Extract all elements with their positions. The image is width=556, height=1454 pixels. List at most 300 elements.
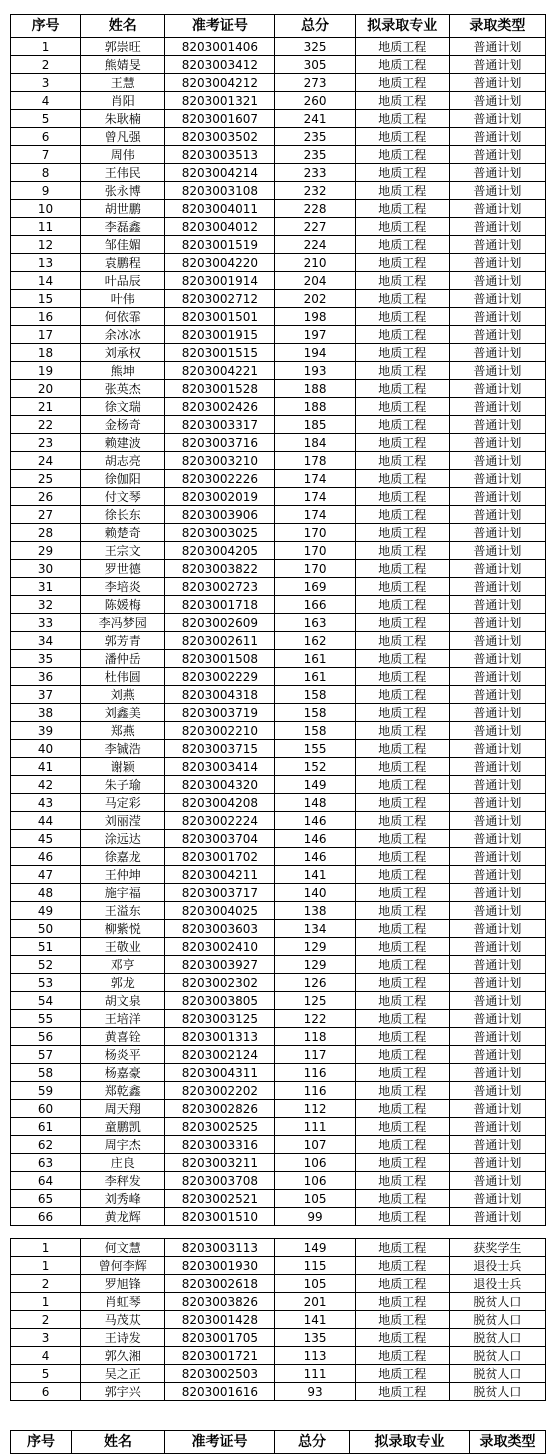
cell-exam-id: 8203002229 — [165, 668, 275, 686]
cell-type: 普通计划 — [449, 758, 545, 776]
table-row — [11, 578, 546, 596]
cell-name: 马定彩 — [81, 794, 165, 812]
cell-major: 地质工程 — [355, 200, 449, 218]
cell-index: 41 — [11, 758, 81, 776]
cell-index: 13 — [11, 254, 81, 272]
cell-major: 地质工程 — [355, 920, 449, 938]
cell-score: 235 — [275, 146, 355, 164]
cell-major: 地质工程 — [355, 1100, 449, 1118]
cell-name: 叶伟 — [81, 290, 165, 308]
table-row — [11, 1010, 546, 1028]
cell-score: 149 — [275, 776, 355, 794]
table-row — [11, 380, 546, 398]
header-cell-name: 姓名 — [72, 1431, 165, 1454]
cell-major: 地质工程 — [355, 128, 449, 146]
cell-exam-id: 8203001313 — [165, 1028, 275, 1046]
cell-index: 44 — [11, 812, 81, 830]
cell-type: 普通计划 — [449, 38, 545, 56]
table-row — [11, 74, 546, 92]
cell-major: 地质工程 — [355, 1082, 449, 1100]
cell-index: 28 — [11, 524, 81, 542]
cell-score: 113 — [275, 1347, 355, 1365]
cell-exam-id: 8203001930 — [165, 1257, 275, 1275]
cell-major: 地质工程 — [355, 1028, 449, 1046]
table-row — [11, 668, 546, 686]
cell-type: 普通计划 — [449, 236, 545, 254]
cell-type: 普通计划 — [449, 974, 545, 992]
table-row — [11, 1293, 546, 1311]
table-row — [11, 974, 546, 992]
cell-major: 地质工程 — [355, 758, 449, 776]
cell-name: 童鹏凯 — [81, 1118, 165, 1136]
cell-type: 普通计划 — [449, 632, 545, 650]
cell-type: 普通计划 — [449, 146, 545, 164]
cell-name: 周宇杰 — [81, 1136, 165, 1154]
cell-type: 普通计划 — [449, 992, 545, 1010]
cell-exam-id: 8203003826 — [165, 1293, 275, 1311]
cell-exam-id: 8203003025 — [165, 524, 275, 542]
cell-index: 56 — [11, 1028, 81, 1046]
cell-major: 地质工程 — [355, 974, 449, 992]
cell-index: 38 — [11, 704, 81, 722]
cell-index: 19 — [11, 362, 81, 380]
cell-type: 普通计划 — [449, 416, 545, 434]
table-row — [11, 38, 546, 56]
cell-exam-id: 8203003513 — [165, 146, 275, 164]
cell-type: 普通计划 — [449, 272, 545, 290]
table-row — [11, 416, 546, 434]
cell-score: 146 — [275, 848, 355, 866]
cell-major: 地质工程 — [355, 686, 449, 704]
cell-exam-id: 8203002611 — [165, 632, 275, 650]
cell-name: 胡文泉 — [81, 992, 165, 1010]
cell-name: 王宗文 — [81, 542, 165, 560]
cell-index: 40 — [11, 740, 81, 758]
table-row — [11, 398, 546, 416]
cell-name: 曾凡强 — [81, 128, 165, 146]
cell-type: 普通计划 — [449, 1010, 545, 1028]
cell-exam-id: 8203004214 — [165, 164, 275, 182]
cell-index: 36 — [11, 668, 81, 686]
cell-major: 地质工程 — [355, 992, 449, 1010]
cell-exam-id: 8203002302 — [165, 974, 275, 992]
cell-type: 普通计划 — [449, 506, 545, 524]
cell-name: 邹佳媚 — [81, 236, 165, 254]
table-row — [11, 542, 546, 560]
cell-type: 普通计划 — [449, 578, 545, 596]
cell-index: 55 — [11, 1010, 81, 1028]
cell-name: 刘秀峰 — [81, 1190, 165, 1208]
cell-exam-id: 8203002609 — [165, 614, 275, 632]
cell-name: 熊坤 — [81, 362, 165, 380]
cell-index: 34 — [11, 632, 81, 650]
cell-index: 21 — [11, 398, 81, 416]
cell-type: 普通计划 — [449, 164, 545, 182]
cell-exam-id: 8203001428 — [165, 1311, 275, 1329]
header-cell-exam-id: 准考证号 — [165, 1431, 275, 1454]
cell-type: 普通计划 — [449, 848, 545, 866]
cell-type: 普通计划 — [449, 740, 545, 758]
table-row — [11, 920, 546, 938]
cell-exam-id: 8203004311 — [165, 1064, 275, 1082]
cell-score: 194 — [275, 344, 355, 362]
cell-name: 杨炎平 — [81, 1046, 165, 1064]
cell-exam-id: 8203001914 — [165, 272, 275, 290]
cell-index: 1 — [11, 1293, 81, 1311]
cell-score: 129 — [275, 938, 355, 956]
cell-score: 174 — [275, 488, 355, 506]
cell-name: 付文琴 — [81, 488, 165, 506]
cell-exam-id: 8203004205 — [165, 542, 275, 560]
cell-type: 普通计划 — [449, 560, 545, 578]
cell-major: 地质工程 — [355, 866, 449, 884]
cell-index: 61 — [11, 1118, 81, 1136]
cell-name: 肖阳 — [81, 92, 165, 110]
cell-type: 普通计划 — [449, 488, 545, 506]
cell-score: 170 — [275, 560, 355, 578]
cell-exam-id: 8203001607 — [165, 110, 275, 128]
cell-name: 徐伽阳 — [81, 470, 165, 488]
table-row — [11, 1118, 546, 1136]
cell-exam-id: 8203001718 — [165, 596, 275, 614]
cell-name: 徐长东 — [81, 506, 165, 524]
cell-name: 朱耿楠 — [81, 110, 165, 128]
cell-major: 地质工程 — [355, 1136, 449, 1154]
header-cell-major: 拟录取专业 — [350, 1431, 470, 1454]
cell-name: 王溢东 — [81, 902, 165, 920]
header-cell-score: 总分 — [275, 15, 355, 38]
table-row — [11, 92, 546, 110]
cell-type: 普通计划 — [449, 128, 545, 146]
cell-score: 325 — [275, 38, 355, 56]
cell-index: 25 — [11, 470, 81, 488]
cell-type: 普通计划 — [449, 884, 545, 902]
table-row — [11, 1028, 546, 1046]
cell-major: 地质工程 — [355, 938, 449, 956]
table-row — [11, 524, 546, 542]
cell-name: 谢颖 — [81, 758, 165, 776]
cell-score: 169 — [275, 578, 355, 596]
cell-name: 罗旭锋 — [81, 1275, 165, 1293]
table-row — [11, 740, 546, 758]
cell-major: 地质工程 — [355, 650, 449, 668]
cell-type: 普通计划 — [449, 56, 545, 74]
cell-name: 何依霏 — [81, 308, 165, 326]
cell-major: 地质工程 — [355, 1347, 449, 1365]
cell-exam-id: 8203003927 — [165, 956, 275, 974]
cell-exam-id: 8203001510 — [165, 1208, 275, 1226]
cell-score: 122 — [275, 1010, 355, 1028]
cell-major: 地质工程 — [355, 722, 449, 740]
cell-type: 普通计划 — [449, 1046, 545, 1064]
cell-name: 王伟民 — [81, 164, 165, 182]
cell-name: 黄喜铨 — [81, 1028, 165, 1046]
cell-name: 刘燕 — [81, 686, 165, 704]
cell-major: 地质工程 — [355, 1239, 449, 1257]
cell-index: 58 — [11, 1064, 81, 1082]
cell-type: 获奖学生 — [449, 1239, 545, 1257]
cell-major: 地质工程 — [355, 146, 449, 164]
cell-type: 普通计划 — [449, 722, 545, 740]
cell-exam-id: 8203003822 — [165, 560, 275, 578]
cell-name: 李铖浩 — [81, 740, 165, 758]
cell-major: 地质工程 — [355, 1208, 449, 1226]
table-row — [11, 1172, 546, 1190]
cell-major: 地质工程 — [355, 164, 449, 182]
cell-index: 65 — [11, 1190, 81, 1208]
cell-exam-id: 8203004012 — [165, 218, 275, 236]
table-row — [11, 992, 546, 1010]
cell-score: 174 — [275, 506, 355, 524]
cell-type: 普通计划 — [449, 614, 545, 632]
table-body — [11, 1239, 546, 1401]
cell-major: 地质工程 — [355, 416, 449, 434]
cell-type: 普通计划 — [449, 920, 545, 938]
cell-exam-id: 8203002202 — [165, 1082, 275, 1100]
cell-exam-id: 8203001321 — [165, 92, 275, 110]
cell-major: 地质工程 — [355, 614, 449, 632]
cell-name: 赖楚奇 — [81, 524, 165, 542]
cell-score: 155 — [275, 740, 355, 758]
table-row — [11, 110, 546, 128]
cell-name: 马茂苁 — [81, 1311, 165, 1329]
cell-major: 地质工程 — [355, 1190, 449, 1208]
table-row — [11, 614, 546, 632]
cell-name: 郭龙 — [81, 974, 165, 992]
cell-major: 地质工程 — [355, 1064, 449, 1082]
table-row — [11, 866, 546, 884]
cell-name: 潘仲岳 — [81, 650, 165, 668]
cell-index: 1 — [11, 1257, 81, 1275]
table-row — [11, 1190, 546, 1208]
cell-index: 59 — [11, 1082, 81, 1100]
cell-type: 脱贫人口 — [449, 1383, 545, 1401]
cell-exam-id: 8203001528 — [165, 380, 275, 398]
cell-score: 260 — [275, 92, 355, 110]
cell-exam-id: 8203003113 — [165, 1239, 275, 1257]
cell-name: 叶品辰 — [81, 272, 165, 290]
cell-type: 脱贫人口 — [449, 1293, 545, 1311]
cell-index: 26 — [11, 488, 81, 506]
cell-score: 140 — [275, 884, 355, 902]
cell-name: 朱子瑜 — [81, 776, 165, 794]
cell-score: 166 — [275, 596, 355, 614]
cell-exam-id: 8203001702 — [165, 848, 275, 866]
cell-major: 地质工程 — [355, 704, 449, 722]
cell-major: 地质工程 — [355, 1010, 449, 1028]
cell-type: 普通计划 — [449, 362, 545, 380]
cell-index: 42 — [11, 776, 81, 794]
table-body — [11, 38, 546, 1226]
cell-score: 197 — [275, 326, 355, 344]
cell-exam-id: 8203003412 — [165, 56, 275, 74]
cell-score: 146 — [275, 830, 355, 848]
cell-type: 普通计划 — [449, 1136, 545, 1154]
cell-index: 48 — [11, 884, 81, 902]
cell-exam-id: 8203003108 — [165, 182, 275, 200]
cell-major: 地质工程 — [355, 1383, 449, 1401]
cell-index: 39 — [11, 722, 81, 740]
cell-major: 地质工程 — [355, 956, 449, 974]
cell-score: 99 — [275, 1208, 355, 1226]
cell-exam-id: 8203003716 — [165, 434, 275, 452]
table-row — [11, 344, 546, 362]
cell-name: 徐文瑞 — [81, 398, 165, 416]
cell-exam-id: 8203004318 — [165, 686, 275, 704]
cell-major: 地质工程 — [355, 326, 449, 344]
header-cell-type: 录取类型 — [449, 15, 545, 38]
cell-exam-id: 8203002426 — [165, 398, 275, 416]
cell-score: 198 — [275, 308, 355, 326]
table-row — [11, 164, 546, 182]
cell-exam-id: 8203003502 — [165, 128, 275, 146]
table-row — [11, 1311, 546, 1329]
cell-type: 普通计划 — [449, 398, 545, 416]
cell-exam-id: 8203002019 — [165, 488, 275, 506]
cell-type: 普通计划 — [449, 110, 545, 128]
cell-exam-id: 8203003603 — [165, 920, 275, 938]
cell-index: 63 — [11, 1154, 81, 1172]
cell-type: 普通计划 — [449, 902, 545, 920]
cell-major: 地质工程 — [355, 92, 449, 110]
cell-index: 6 — [11, 128, 81, 146]
cell-major: 地质工程 — [355, 578, 449, 596]
cell-exam-id: 8203002224 — [165, 812, 275, 830]
cell-index: 6 — [11, 1383, 81, 1401]
table-row — [11, 1082, 546, 1100]
cell-name: 袁鹏程 — [81, 254, 165, 272]
cell-major: 地质工程 — [355, 542, 449, 560]
cell-index: 5 — [11, 110, 81, 128]
cell-exam-id: 8203002210 — [165, 722, 275, 740]
cell-index: 4 — [11, 92, 81, 110]
table-row — [11, 560, 546, 578]
cell-major: 地质工程 — [355, 434, 449, 452]
cell-type: 普通计划 — [449, 830, 545, 848]
cell-index: 17 — [11, 326, 81, 344]
cell-index: 7 — [11, 146, 81, 164]
cell-index: 8 — [11, 164, 81, 182]
cell-exam-id: 8203002503 — [165, 1365, 275, 1383]
cell-major: 地质工程 — [355, 362, 449, 380]
cell-name: 邓亨 — [81, 956, 165, 974]
cell-major: 地质工程 — [355, 560, 449, 578]
table-row — [11, 686, 546, 704]
cell-major: 地质工程 — [355, 1257, 449, 1275]
cell-index: 66 — [11, 1208, 81, 1226]
cell-name: 张英杰 — [81, 380, 165, 398]
cell-index: 10 — [11, 200, 81, 218]
table-row — [11, 146, 546, 164]
cell-name: 李磊鑫 — [81, 218, 165, 236]
table-row — [11, 506, 546, 524]
cell-major: 地质工程 — [355, 488, 449, 506]
cell-type: 普通计划 — [449, 344, 545, 362]
cell-name: 胡志亮 — [81, 452, 165, 470]
cell-name: 郭宇兴 — [81, 1383, 165, 1401]
cell-major: 地质工程 — [355, 524, 449, 542]
cell-name: 杨嘉豪 — [81, 1064, 165, 1082]
cell-major: 地质工程 — [355, 380, 449, 398]
cell-type: 普通计划 — [449, 956, 545, 974]
cell-index: 32 — [11, 596, 81, 614]
cell-name: 余冰冰 — [81, 326, 165, 344]
table-row — [11, 488, 546, 506]
table-row — [11, 236, 546, 254]
table-row — [11, 1257, 546, 1275]
table-row — [11, 902, 546, 920]
cell-name: 李培炎 — [81, 578, 165, 596]
table-row — [11, 938, 546, 956]
cell-type: 脱贫人口 — [449, 1365, 545, 1383]
cell-score: 106 — [275, 1154, 355, 1172]
cell-index: 3 — [11, 1329, 81, 1347]
cell-index: 45 — [11, 830, 81, 848]
cell-score: 163 — [275, 614, 355, 632]
cell-index: 22 — [11, 416, 81, 434]
cell-score: 118 — [275, 1028, 355, 1046]
cell-index: 52 — [11, 956, 81, 974]
cell-index: 1 — [11, 1239, 81, 1257]
next-table-header — [10, 1430, 546, 1454]
cell-exam-id: 8203004220 — [165, 254, 275, 272]
table-row — [11, 272, 546, 290]
cell-major: 地质工程 — [355, 56, 449, 74]
cell-exam-id: 8203001616 — [165, 1383, 275, 1401]
cell-score: 224 — [275, 236, 355, 254]
header-row — [11, 15, 546, 38]
cell-score: 106 — [275, 1172, 355, 1190]
cell-score: 201 — [275, 1293, 355, 1311]
cell-index: 4 — [11, 1347, 81, 1365]
cell-type: 普通计划 — [449, 668, 545, 686]
cell-name: 王培洋 — [81, 1010, 165, 1028]
cell-name: 柳紫悦 — [81, 920, 165, 938]
cell-score: 111 — [275, 1365, 355, 1383]
header-cell-index: 序号 — [11, 1431, 72, 1454]
cell-score: 135 — [275, 1329, 355, 1347]
cell-score: 158 — [275, 686, 355, 704]
cell-major: 地质工程 — [355, 596, 449, 614]
cell-major: 地质工程 — [355, 110, 449, 128]
cell-type: 普通计划 — [449, 308, 545, 326]
cell-score: 152 — [275, 758, 355, 776]
cell-exam-id: 8203004208 — [165, 794, 275, 812]
cell-score: 227 — [275, 218, 355, 236]
cell-major: 地质工程 — [355, 1329, 449, 1347]
cell-major: 地质工程 — [355, 794, 449, 812]
cell-major: 地质工程 — [355, 632, 449, 650]
table-row — [11, 1383, 546, 1401]
cell-name: 施宇福 — [81, 884, 165, 902]
table-row — [11, 254, 546, 272]
cell-score: 148 — [275, 794, 355, 812]
cell-exam-id: 8203004011 — [165, 200, 275, 218]
cell-index: 12 — [11, 236, 81, 254]
cell-exam-id: 8203002521 — [165, 1190, 275, 1208]
cell-exam-id: 8203003717 — [165, 884, 275, 902]
cell-major: 地质工程 — [355, 344, 449, 362]
cell-score: 174 — [275, 470, 355, 488]
cell-index: 54 — [11, 992, 81, 1010]
cell-type: 普通计划 — [449, 470, 545, 488]
cell-exam-id: 8203002618 — [165, 1275, 275, 1293]
cell-exam-id: 8203003125 — [165, 1010, 275, 1028]
cell-exam-id: 8203004320 — [165, 776, 275, 794]
cell-name: 曾何李辉 — [81, 1257, 165, 1275]
cell-type: 普通计划 — [449, 1100, 545, 1118]
cell-major: 地质工程 — [355, 398, 449, 416]
